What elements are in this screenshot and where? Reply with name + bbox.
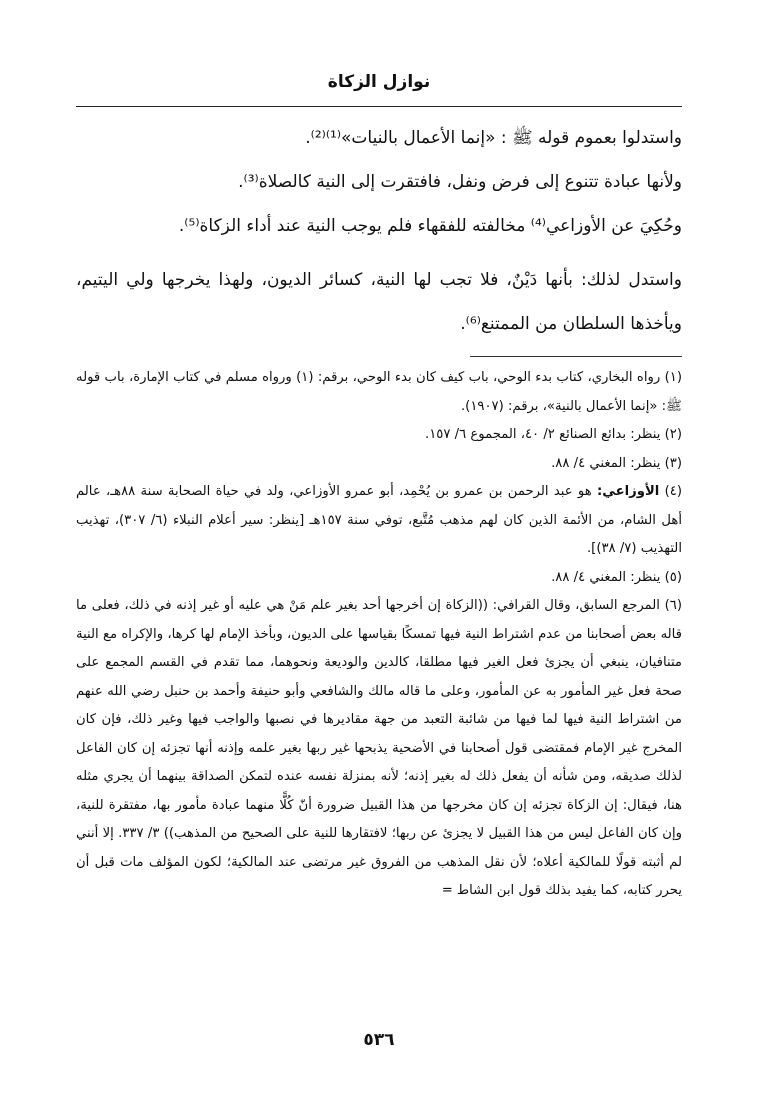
footnote-text: ينظر: المغني ٤/ ٨٨. xyxy=(551,569,661,585)
main-text xyxy=(76,116,682,346)
footnote xyxy=(76,450,682,479)
footnote-number: (٣) xyxy=(664,455,682,471)
footnote-text: المرجع السابق، وقال القرافي: ((الزكاة إن أخرجها أحد بغير علم مَنْ هي عليه أو غير إذنه في ذلك، فعلى ما قاله بعض أصحابنا من عدم اشتراط النية فيها تمسكًا بقياسها على الديون، وبأخذ الإمام لها كرها، والإكراه مع النية متنافيان، ينبغي أن يجزئ فعل الغير فيها مطلقا، كالدين والوديعة ونحوهما، مما تقدم في القسم المجمع على صحة فعل غير المأمور به عن المأمور، وعلى ما قاله مالك والشافعي وأبو حنيفة وأحمد بن حنبل رضي الله عنهم من اشتراط النية فيها لما فيها من شائبة التعبد من جهة مقاديرها في نصبها والواجب فيها وغير ذلك، فإن كان المخرج غير الإمام فمقتضى قول أصحابنا في الأضحية يذبحها غير ربها بغير علمه وإذنه أنها تجزئه إن كان الفاعل لذلك صديقه، ومن شأنه أن يفعل ذلك له بغير إذنه؛ لأنه بمنزلة نفسه عنده لتمكن الصداقة بينهما أن يجري مثله هنا، فيقال: إن الزكاة تجزئه إن كان مخرجها من هذا القبيل ضرورة أنّ كُلًّا منهما عبادة مأمور بها، مفتقرة للنية، وإن كان الفاعل ليس من هذا القبيل لا يجزئ عن ربها؛ لافتقارها للنية على الصحيح من المذهب)) ٣/ ٣٣٧. إلا أنني لم أثبته قولًا للمالكية أعلاه؛ لأن نقل المذهب من الفروق غير مرتضى عند المالكية؛ لكون المؤلف مات قبل أن يحرر كتابه، كما يفيد بذلك قول ابن الشاط = xyxy=(76,598,682,898)
body-paragraph: ولأنها عبادة تتنوع إلى فرض ونفل، فافتقرت إلى النية كالصلاة⁽³⁾. xyxy=(238,172,682,192)
footnote-text: هو عبد الرحمن بن عمرو بن يُحْمِد، أبو عمرو الأوزاعي، ولد في حياة الصحابة سنة ٨٨هـ، عالم أهل الشام، من الأئمة الذين كان لهم مذهب مُتَّبع، توفي سنة ١٥٧هـ [ينظر: سير أعلام النبلاء (٦/ ٣٠٧)، تهذيب التهذيب (٧/ ٣٨)]. xyxy=(76,484,682,556)
footnote-number: (١) xyxy=(664,370,682,385)
body-paragraph: واستدل لذلك: بأنها دَيْنٌ، فلا تجب لها النية، كسائر الديون، ولهذا يخرجها ولي اليتيم، ويأخذها السلطان من الممتنع⁽⁶⁾. xyxy=(76,270,682,334)
footnotes-section xyxy=(76,364,682,906)
page-number: ٥٣٦ xyxy=(363,1030,395,1050)
footnote xyxy=(76,564,682,593)
footnote-text: ينظر: بدائع الصنائع ٢/ ٤٠، المجموع ٦/ ١٥٧. xyxy=(425,427,661,442)
footnote xyxy=(76,421,682,450)
footnote-number: (٦) xyxy=(664,598,682,613)
footnote-number: (٤) xyxy=(664,484,683,499)
running-title: نوازل الزكاة xyxy=(327,72,431,92)
header-rule xyxy=(76,106,682,107)
footnote-text: رواه البخاري، كتاب بدء الوحي، باب كيف كان بدء الوحي، برقم: (١) ورواه مسلم في كتاب الإمارة، باب قوله ﷺ: «إنما الأعمال بالنية»، برقم: (١٩٠٧). xyxy=(76,370,682,414)
footnote-separator xyxy=(470,356,682,357)
footnote xyxy=(76,364,682,421)
body-paragraph: واستدلوا بعموم قوله ﷺ : «إنما الأعمال بالنيات»⁽¹⁾⁽²⁾. xyxy=(305,128,682,148)
footnote-term: الأوزاعي: xyxy=(597,484,660,499)
footnote xyxy=(76,592,682,906)
footnote xyxy=(76,478,682,564)
footnote-text: ينظر: المغني ٤/ ٨٨. xyxy=(551,455,661,471)
footnote-number: (٢) xyxy=(664,427,682,442)
body-paragraph: وحُكِيَ عن الأوزاعي⁽⁴⁾ مخالفته للفقهاء فلم يوجب النية عند أداء الزكاة⁽⁵⁾. xyxy=(178,216,682,236)
footnote-number: (٥) xyxy=(664,569,682,585)
